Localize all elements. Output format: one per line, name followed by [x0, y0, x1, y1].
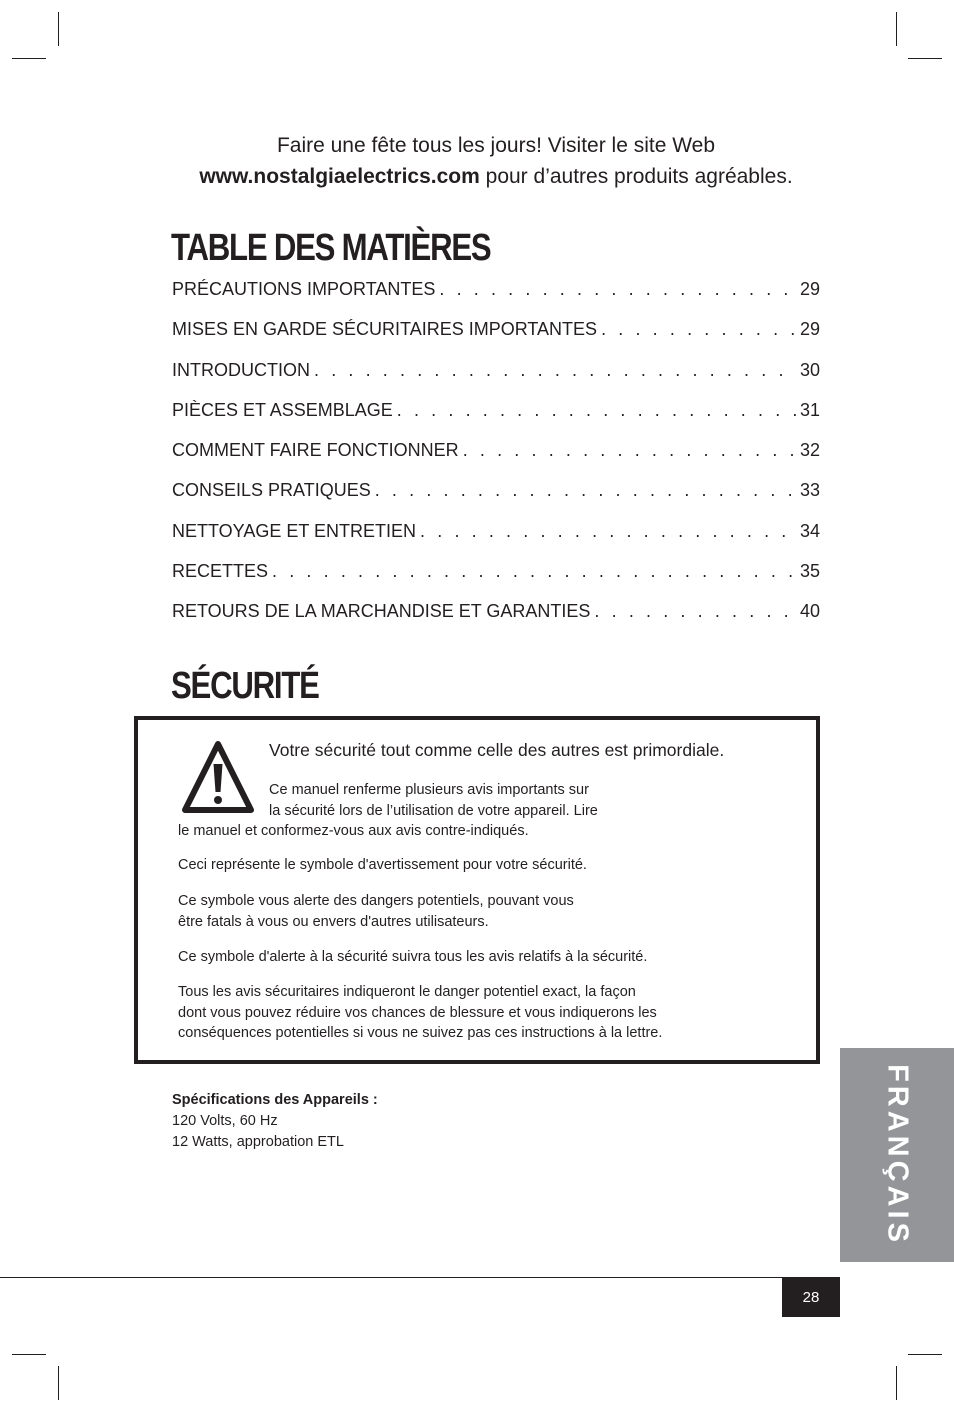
toc-entry-page: 29 [799, 279, 820, 299]
toc-leader-dots [397, 400, 796, 421]
safety-paragraph-4: Ce symbole d'alerte à la sécurité suivra tous les avis relatifs à la sécurité. [178, 949, 648, 965]
intro-line-1: Faire une fête tous les jours! Visiter le site Web [276, 134, 716, 157]
toc-leader-dots [420, 521, 796, 542]
toc-entry[interactable] [172, 521, 820, 561]
toc-entry-page: 31 [799, 399, 820, 420]
safety-paragraph-3-line: être fatals à vous ou envers d'autres utilisateurs. [178, 913, 489, 930]
intro-line-2 [172, 161, 820, 192]
toc-leader-dots [601, 319, 796, 340]
toc-entry-page: 34 [799, 520, 820, 541]
toc-entry[interactable] [172, 601, 820, 641]
toc-entry-label: RECETTES [172, 561, 269, 582]
toc-entry-label: MISES EN GARDE SÉCURITAIRES IMPORTANTES [172, 319, 598, 340]
toc-entry[interactable] [172, 440, 820, 480]
safety-heading: SÉCURITÉ [171, 665, 319, 707]
toc-entry[interactable] [172, 400, 820, 440]
language-tab [840, 1048, 954, 1262]
language-tab-label: FRANÇAIS [881, 1064, 914, 1246]
toc-leader-dots [375, 480, 796, 501]
safety-paragraph-1-line: Ce manuel renferme plusieurs avis importants sur [269, 782, 589, 798]
intro-text [172, 130, 820, 192]
crop-mark [908, 58, 942, 59]
safety-paragraph-2: Ceci représente le symbole d'avertissement pour votre sécurité. [178, 857, 587, 873]
toc-entry-label: INTRODUCTION [172, 359, 310, 380]
safety-paragraph-5-line: Tous les avis sécuritaires indiqueront le danger potentiel exact, la façon [178, 984, 636, 1000]
toc-leader-dots [463, 440, 796, 461]
toc-entry-label: CONSEILS PRATIQUES [172, 480, 371, 501]
toc-entry-label: RETOURS DE LA MARCHANDISE ET GARANTIES [172, 601, 591, 622]
toc-entry-page: 29 [799, 319, 820, 340]
crop-mark [12, 58, 46, 59]
safety-notice-box [134, 716, 820, 1064]
safety-paragraph-5 [178, 982, 662, 1044]
safety-paragraph-1 [269, 780, 598, 821]
crop-mark [908, 1354, 942, 1355]
crop-mark [58, 1366, 59, 1400]
toc-entry[interactable] [172, 279, 820, 319]
safety-paragraph-3 [178, 891, 574, 932]
appliance-specifications [172, 1090, 378, 1153]
toc-leader-dots [314, 360, 796, 381]
toc-entry[interactable] [172, 480, 820, 520]
toc-entry-label: NETTOYAGE ET ENTRETIEN [172, 520, 417, 541]
toc-entry-page: 33 [799, 480, 820, 501]
toc-entry-page: 32 [799, 440, 820, 461]
website-link[interactable]: www.nostalgiaelectrics.com [199, 165, 480, 188]
specs-title: Spécifications des Appareils : [172, 1092, 378, 1108]
toc-entry-label: COMMENT FAIRE FONCTIONNER [172, 440, 459, 461]
page-number: 28 [782, 1278, 840, 1317]
toc-entry-page: 35 [799, 561, 820, 582]
specs-voltage: 120 Volts, 60 Hz [172, 1113, 278, 1129]
intro-line-2-rest: pour d’autres produits agréables. [479, 165, 793, 188]
toc-entry-label: PIÈCES ET ASSEMBLAGE [172, 399, 393, 420]
footer-rule [0, 1277, 840, 1278]
toc-leader-dots [272, 561, 796, 582]
crop-mark [58, 12, 59, 46]
toc-leader-dots [439, 279, 796, 300]
safety-paragraph-1-line: le manuel et conformez-vous aux avis contre-indiqués. [178, 823, 529, 839]
crop-mark [12, 1354, 46, 1355]
safety-paragraph-5-line: conséquences potentielles si vous ne suivez pas ces instructions à la lettre. [178, 1025, 663, 1041]
toc-heading: TABLE DES MATIÈRES [171, 227, 491, 269]
toc-entry[interactable] [172, 319, 820, 359]
safety-paragraph-5-line: dont vous pouvez réduire vos chances de blessure et vous indiquerons les [178, 1004, 657, 1021]
safety-paragraph-1-line: la sécurité lors de l’utilisation de votre appareil. Lire [269, 802, 598, 819]
crop-mark [896, 12, 897, 46]
warning-triangle-icon [182, 740, 254, 814]
toc-leader-dots [594, 601, 796, 622]
toc-entry-page: 40 [799, 601, 820, 622]
safety-lead-text: Votre sécurité tout comme celle des autres est primordiale. [269, 740, 725, 760]
toc-entry[interactable] [172, 561, 820, 601]
crop-mark [896, 1366, 897, 1400]
toc-entry-label: PRÉCAUTIONS IMPORTANTES [172, 279, 436, 299]
toc-entry-page: 30 [799, 359, 820, 380]
safety-paragraph-3-line: Ce symbole vous alerte des dangers potentiels, pouvant vous [178, 893, 574, 909]
specs-wattage: 12 Watts, approbation ETL [172, 1134, 344, 1150]
toc-entry[interactable] [172, 360, 820, 400]
table-of-contents [172, 279, 820, 642]
